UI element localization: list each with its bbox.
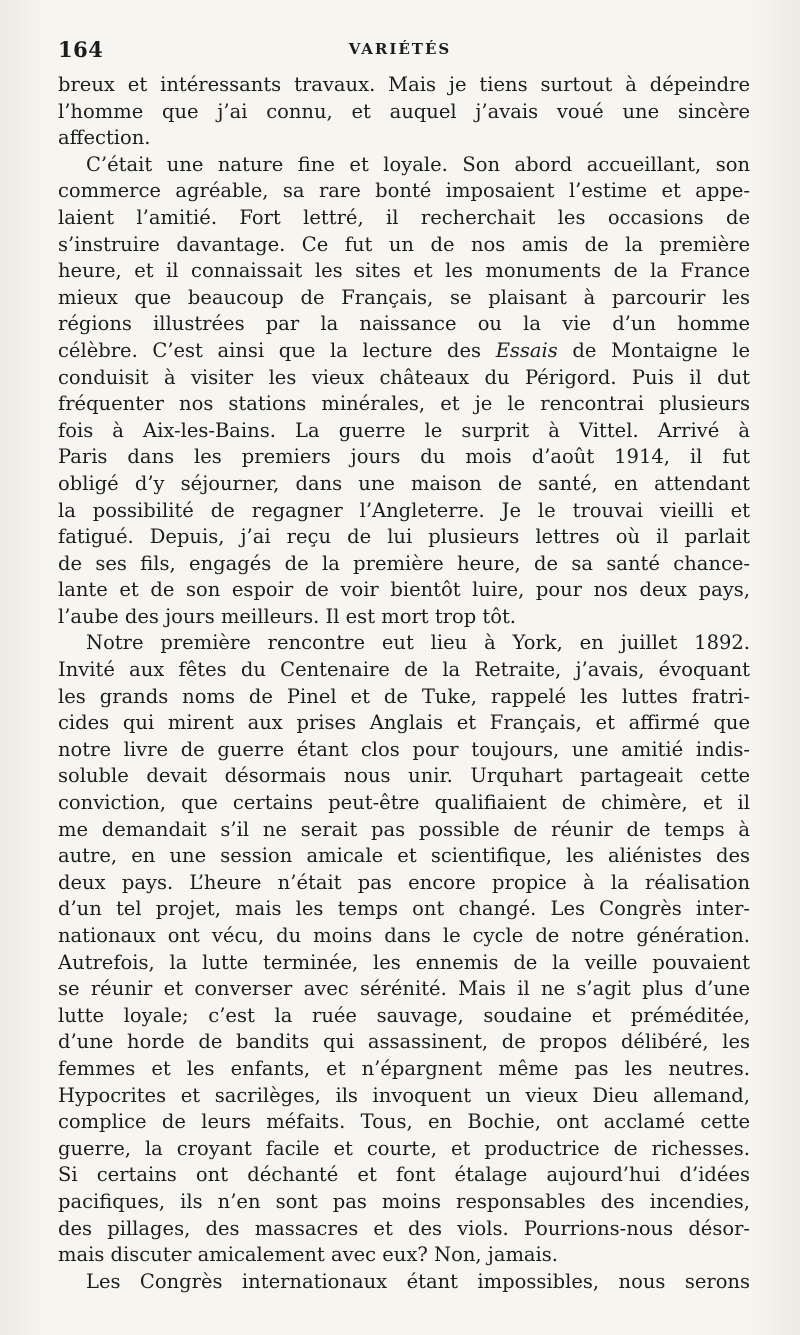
text-line: guerre, la croyant facile et courte, et productrice de richesses. (58, 1136, 750, 1160)
text-line: Si certains ont déchanté et font étalage aujourd’hui d’idées (58, 1163, 750, 1187)
text-line: deux pays. L’heure n’était pas encore propice à la réalisation (58, 870, 750, 894)
text-line: Invité aux fêtes du Centenaire de la Retraite, j’avais, évoquant (58, 658, 750, 682)
text-line: mais discuter amicalement avec eux? Non, jamais. (58, 1243, 559, 1267)
text-line: soluble devait désormais nous unir. Urquhart partageait cette (58, 764, 750, 788)
page-header (58, 36, 742, 62)
text-line: breux et intéressants travaux. Mais je tiens surtout à dépeindre (58, 73, 750, 96)
text-line: heure, et il connaissait les sites et les monuments de la France (58, 259, 750, 283)
page-number: 164 (58, 36, 104, 62)
text-line: nationaux ont vécu, du moins dans le cycle de notre génération. (58, 924, 750, 947)
text-line: Autrefois, la lutte terminée, les ennemis de la veille pouvaient (58, 950, 750, 974)
text-line: Les Congrès internationaux étant impossibles, nous serons (86, 1269, 750, 1293)
text-line: d’un tel projet, mais les temps ont changé. Les Congrès inter- (58, 897, 750, 921)
text-line: obligé d’y séjourner, dans une maison de santé, en attendant (58, 471, 750, 495)
text-line: commerce agréable, sa rare bonté imposaient l’estime et appe- (58, 179, 750, 203)
text-line: lante et de son espoir de voir bientôt luire, pour nos deux pays, (58, 578, 750, 602)
text-line: cides qui mirent aux prises Anglais et Français, et affirmé que (58, 711, 750, 735)
text-line: lutte loyale; c’est la ruée sauvage, soudaine et préméditée, (58, 1003, 750, 1027)
text-line: complice de leurs méfaits. Tous, en Bochie, ont acclamé cette (58, 1110, 750, 1134)
text-line: des pillages, des massacres et des viols. Pourrions-nous désor- (58, 1216, 750, 1240)
text-line: laient l’amitié. Fort lettré, il recherchait les occasions de (58, 205, 750, 229)
book-title-italic: Essais (495, 338, 558, 362)
text-line: pacifiques, ils n’en sont pas moins responsables des incendies, (58, 1189, 750, 1213)
text-line: femmes et les enfants, et n’épargnent même pas les neutres. (58, 1056, 750, 1080)
text-line: la possibilité de regagner l’Angleterre. Je le trouvai vieilli et (58, 498, 750, 522)
text-line: l’aube des jours meilleurs. Il est mort trop tôt. (58, 604, 517, 628)
text-line: fatigué. Depuis, j’ai reçu de lui plusieurs lettres où il parlait (58, 525, 750, 549)
text-line: de ses fils, engagés de la première heure, de sa santé chance- (58, 551, 750, 575)
running-head: VARIÉTÉS (348, 40, 452, 58)
text-line: affection. (58, 126, 151, 150)
text-line: s’instruire davantage. Ce fut un de nos amis de la première (58, 232, 750, 256)
text-line: C’était une nature fine et loyale. Son abord accueillant, son (86, 152, 750, 176)
text-line: fois à Aix-les-Bains. La guerre le surprit à Vittel. Arrivé à (58, 418, 750, 442)
text-line: d’une horde de bandits qui assassinent, de propos délibéré, les (58, 1030, 750, 1054)
text-line: conduisit à visiter les vieux châteaux du Périgord. Puis il dut (58, 365, 750, 389)
text-line: célèbre. C’est ainsi que la lecture des Essais de Montaigne le (58, 338, 750, 362)
text-line: Hypocrites et sacrilèges, ils invoquent un vieux Dieu allemand, (58, 1083, 750, 1107)
text-line: Paris dans les premiers jours du mois d’août 1914, il fut (58, 445, 750, 469)
text-line: régions illustrées par la naissance ou la vie d’un homme (58, 312, 750, 336)
text-line: mieux que beaucoup de Français, se plaisant à parcourir les (58, 285, 750, 309)
text-line: conviction, que certains peut-être qualifiaient de chimère, et il (58, 791, 750, 815)
text-line: les grands noms de Pinel et de Tuke, rappelé les luttes fratri- (58, 684, 750, 708)
text-line: l’homme que j’ai connu, et auquel j’avais voué une sincère (58, 99, 750, 123)
text-line: autre, en une session amicale et scientifique, les aliénistes des (58, 844, 750, 868)
text-line: Notre première rencontre eut lieu à York, en juillet 1892. (86, 631, 750, 655)
body-text (58, 72, 750, 1295)
text-line: fréquenter nos stations minérales, et je le rencontrai plusieurs (58, 392, 750, 416)
text-line: notre livre de guerre étant clos pour toujours, une amitié indis- (58, 737, 750, 761)
text-line: me demandait s’il ne serait pas possible de réunir de temps à (58, 817, 750, 841)
text-line: se réunir et converser avec sérénité. Mais il ne s’agit plus d’une (58, 977, 750, 1001)
